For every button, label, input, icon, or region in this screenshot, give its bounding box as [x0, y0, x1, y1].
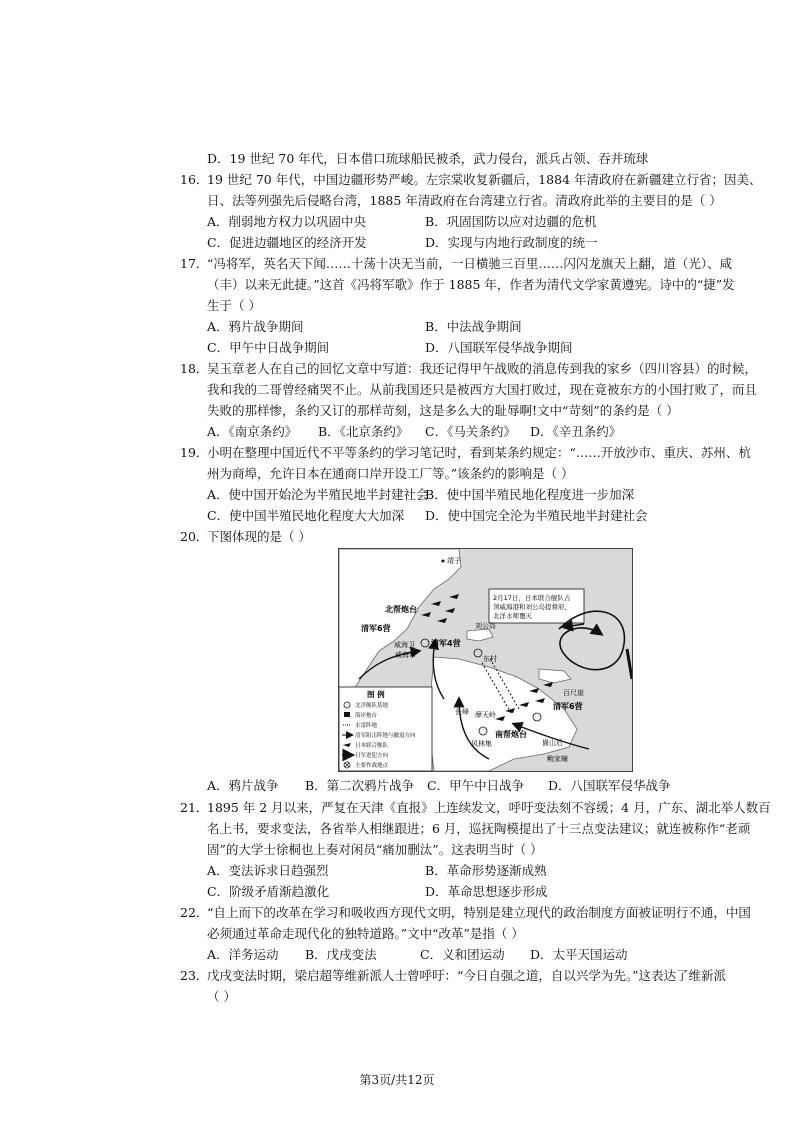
place-label: 百尺崖: [563, 689, 584, 697]
option-d: D．八国联军侵华战争期间: [425, 340, 573, 355]
option-c: C．《马关条约》: [425, 424, 516, 439]
question-number: 18．: [180, 361, 209, 376]
question-stem-line: 吴玉章老人在自己的回忆文章中写道：我还记得甲午战败的消息传到我的家乡（四川容县）的时候，: [207, 361, 758, 376]
option-c: C．甲午中日战争: [427, 778, 525, 793]
question-stem-line: 下图体现的是（ ）: [207, 529, 311, 544]
svg-text:海岸炮台: 海岸炮台: [355, 713, 378, 719]
place-label: 威海卫: [394, 641, 415, 649]
page-footer: 第3页/共12页: [359, 1073, 435, 1087]
place-label: 鲍家疃: [547, 755, 568, 763]
question-number: 20．: [180, 529, 209, 544]
place-label: 清军4营: [431, 639, 461, 648]
place-label: 清军6营: [553, 702, 583, 711]
option-d: D．革命思想逐步形成: [425, 884, 548, 899]
option-a: A．洋务运动: [207, 947, 279, 962]
option-c: C．甲午中日战争期间: [207, 340, 330, 355]
option-a: A．鸦片战争: [207, 778, 279, 793]
question-number: 16．: [180, 172, 209, 187]
option-c: C．促进边疆地区的经济开发: [207, 235, 367, 250]
svg-text:水雷阵地: 水雷阵地: [355, 723, 378, 729]
q15-option-d: D．19 世纪 70 年代，日本借口琉球船民被杀，武力侵台，派兵占领、吞并琉球: [207, 151, 649, 166]
question-number: 19．: [180, 445, 209, 460]
option-b: B．巩固国防以应对边疆的危机: [425, 214, 597, 229]
svg-text:北洋舰队基地: 北洋舰队基地: [355, 703, 389, 709]
option-c: C．义和团运动: [420, 947, 505, 962]
option-a: A．使中国开始沦为半殖民地半封建社会: [207, 487, 429, 502]
question-stem-line: （丰）以来无此捷。”这首《冯将军歌》作于 1885 年，作者为清代文学家黄遵宪。诗中的“捷”发: [207, 277, 735, 292]
option-a: A．削弱地方权力以巩固中央: [207, 214, 367, 229]
place-label: 靖子: [447, 557, 461, 565]
question-stem-line: （ ）: [207, 989, 236, 1004]
annotation-line: 北洋水师覆灭: [493, 612, 532, 620]
question-stem-line: 必须通过革命走现代化的独特道路。”文中“改革”是指（ ）: [207, 926, 524, 941]
annotation-line: 领威海港和刘公岛提督府，: [493, 603, 571, 611]
liugong-island: [467, 629, 493, 641]
question-number: 17．: [180, 256, 209, 271]
legend-title: 图 例: [367, 690, 385, 699]
place-label: 南帮炮台: [495, 730, 527, 739]
option-d: D．太平天国运动: [530, 947, 628, 962]
option-c: C．使中国半殖民地化程度大大加深: [207, 508, 405, 523]
place-label: 崮山后: [542, 739, 563, 747]
place-label: 北帮炮台: [385, 605, 417, 614]
option-c: C．阶级矛盾渐趋激化: [207, 884, 330, 899]
question-stem-line: “自上而下的改革在学习和吸收西方现代文明，特别是建立现代的政治制度方面被证明行不通，中国: [207, 905, 751, 920]
question-number: 21．: [180, 800, 209, 815]
question-stem-line: 小明在整理中国近代不平等条约的学习笔记时，看到某条约规定：“……开放沙市、重庆、苏州、杭: [207, 445, 751, 460]
option-b: B．戊戌变法: [305, 947, 377, 962]
svg-text:主要作战地点: 主要作战地点: [355, 763, 389, 769]
place-label: 风林集: [471, 740, 492, 748]
option-b: B．中法战争期间: [425, 319, 522, 334]
svg-text:日军进犯方向: 日军进犯方向: [355, 753, 389, 759]
fleet-route: [559, 611, 624, 669]
svg-text:清军阻击阵地与撤退方向: 清军阻击阵地与撤退方向: [355, 733, 416, 739]
option-b: B．《北京条约》: [318, 424, 409, 439]
question-number: 23．: [180, 968, 209, 983]
option-a: A．变法诉求日趋强烈: [207, 863, 329, 878]
weihaiwei-battle-map: [338, 548, 633, 772]
option-a: A．鸦片战争期间: [207, 319, 304, 334]
place-label: 长峰: [455, 708, 469, 716]
option-d: D．使中国完全沦为半殖民地半封建社会: [425, 508, 648, 523]
place-label: 刘公岛: [475, 622, 496, 630]
place-label: 清军6营: [361, 624, 391, 633]
annotation-line: 2月17日，日本联合舰队占: [493, 594, 571, 602]
map-svg: [339, 549, 632, 771]
question-stem-line: 日、法等列强先后侵略台湾，1885 年清政府在台湾建立行省。清政府此举的主要目的是（ ）: [207, 193, 722, 208]
option-d: D．《辛丑条约》: [530, 424, 622, 439]
option-a: A．《南京条约》: [207, 424, 298, 439]
place-label: 东村: [483, 655, 497, 663]
question-stem-line: 失败的那样惨，条约又订的那样苛刻，这是多么大的耻辱啊!文中“苛刻”的条约是（ ）: [207, 403, 679, 418]
question-number: 22．: [180, 905, 209, 920]
question-stem-line: 1895 年 2 月以来，严复在天津《直报》上连续发文，呼吁变法刻不容缓；4 月，广东、湖北举人数百: [207, 800, 771, 815]
east-headland: [539, 669, 571, 683]
option-b: B．使中国半殖民地化程度进一步加深: [425, 487, 635, 502]
question-stem-line: 生于（ ）: [207, 298, 261, 313]
svg-text:日本联合舰队: 日本联合舰队: [355, 743, 389, 749]
option-d: D．实现与内地行政制度的统一: [425, 235, 598, 250]
place-label: 摩天岭: [475, 711, 496, 719]
fort-icon: [344, 712, 350, 717]
question-stem-line: 州为商埠，允许日本在通商口岸开设工厂等。”该条约的影响是（ ）: [207, 466, 574, 481]
map-legend: [339, 687, 432, 771]
option-b: B．革命形势逐渐成熟: [425, 863, 547, 878]
question-stem-line: 名上书，要求变法，各省举人相继跟进；6 月，巡抚陶模提出了十三点变法建议；就连被称作“老顽: [207, 821, 751, 836]
place-label: 威海市: [395, 651, 416, 659]
question-stem-line: 19 世纪 70 年代，中国边疆形势严峻。左宗棠收复新疆后，1884 年清政府在新疆建立行省；因美、: [207, 172, 762, 187]
question-stem-line: 戊戌变法时期，梁启超等维新派人士曾呼吁：“今日自强之道，自以兴学为先。”这表达了维新派: [207, 968, 727, 983]
question-stem-line: 我和我的二哥曾经痛哭不止。从前我国还只是被西方大国打败过，现在竟被东方的小国打败了，而且: [207, 382, 758, 397]
question-stem-line: 固”的大学士徐桐也上奏对闲员“痛加删汰”。这表明当时（ ）: [207, 842, 543, 857]
question-stem-line: “冯将军，英名天下闻……十荡十决无当前，一日横驰三百里……闪闪龙旗天上翻，道（光）、咸: [207, 256, 733, 271]
option-b: B．第二次鸦片战争: [305, 778, 415, 793]
option-d: D．八国联军侵华战争: [548, 778, 671, 793]
